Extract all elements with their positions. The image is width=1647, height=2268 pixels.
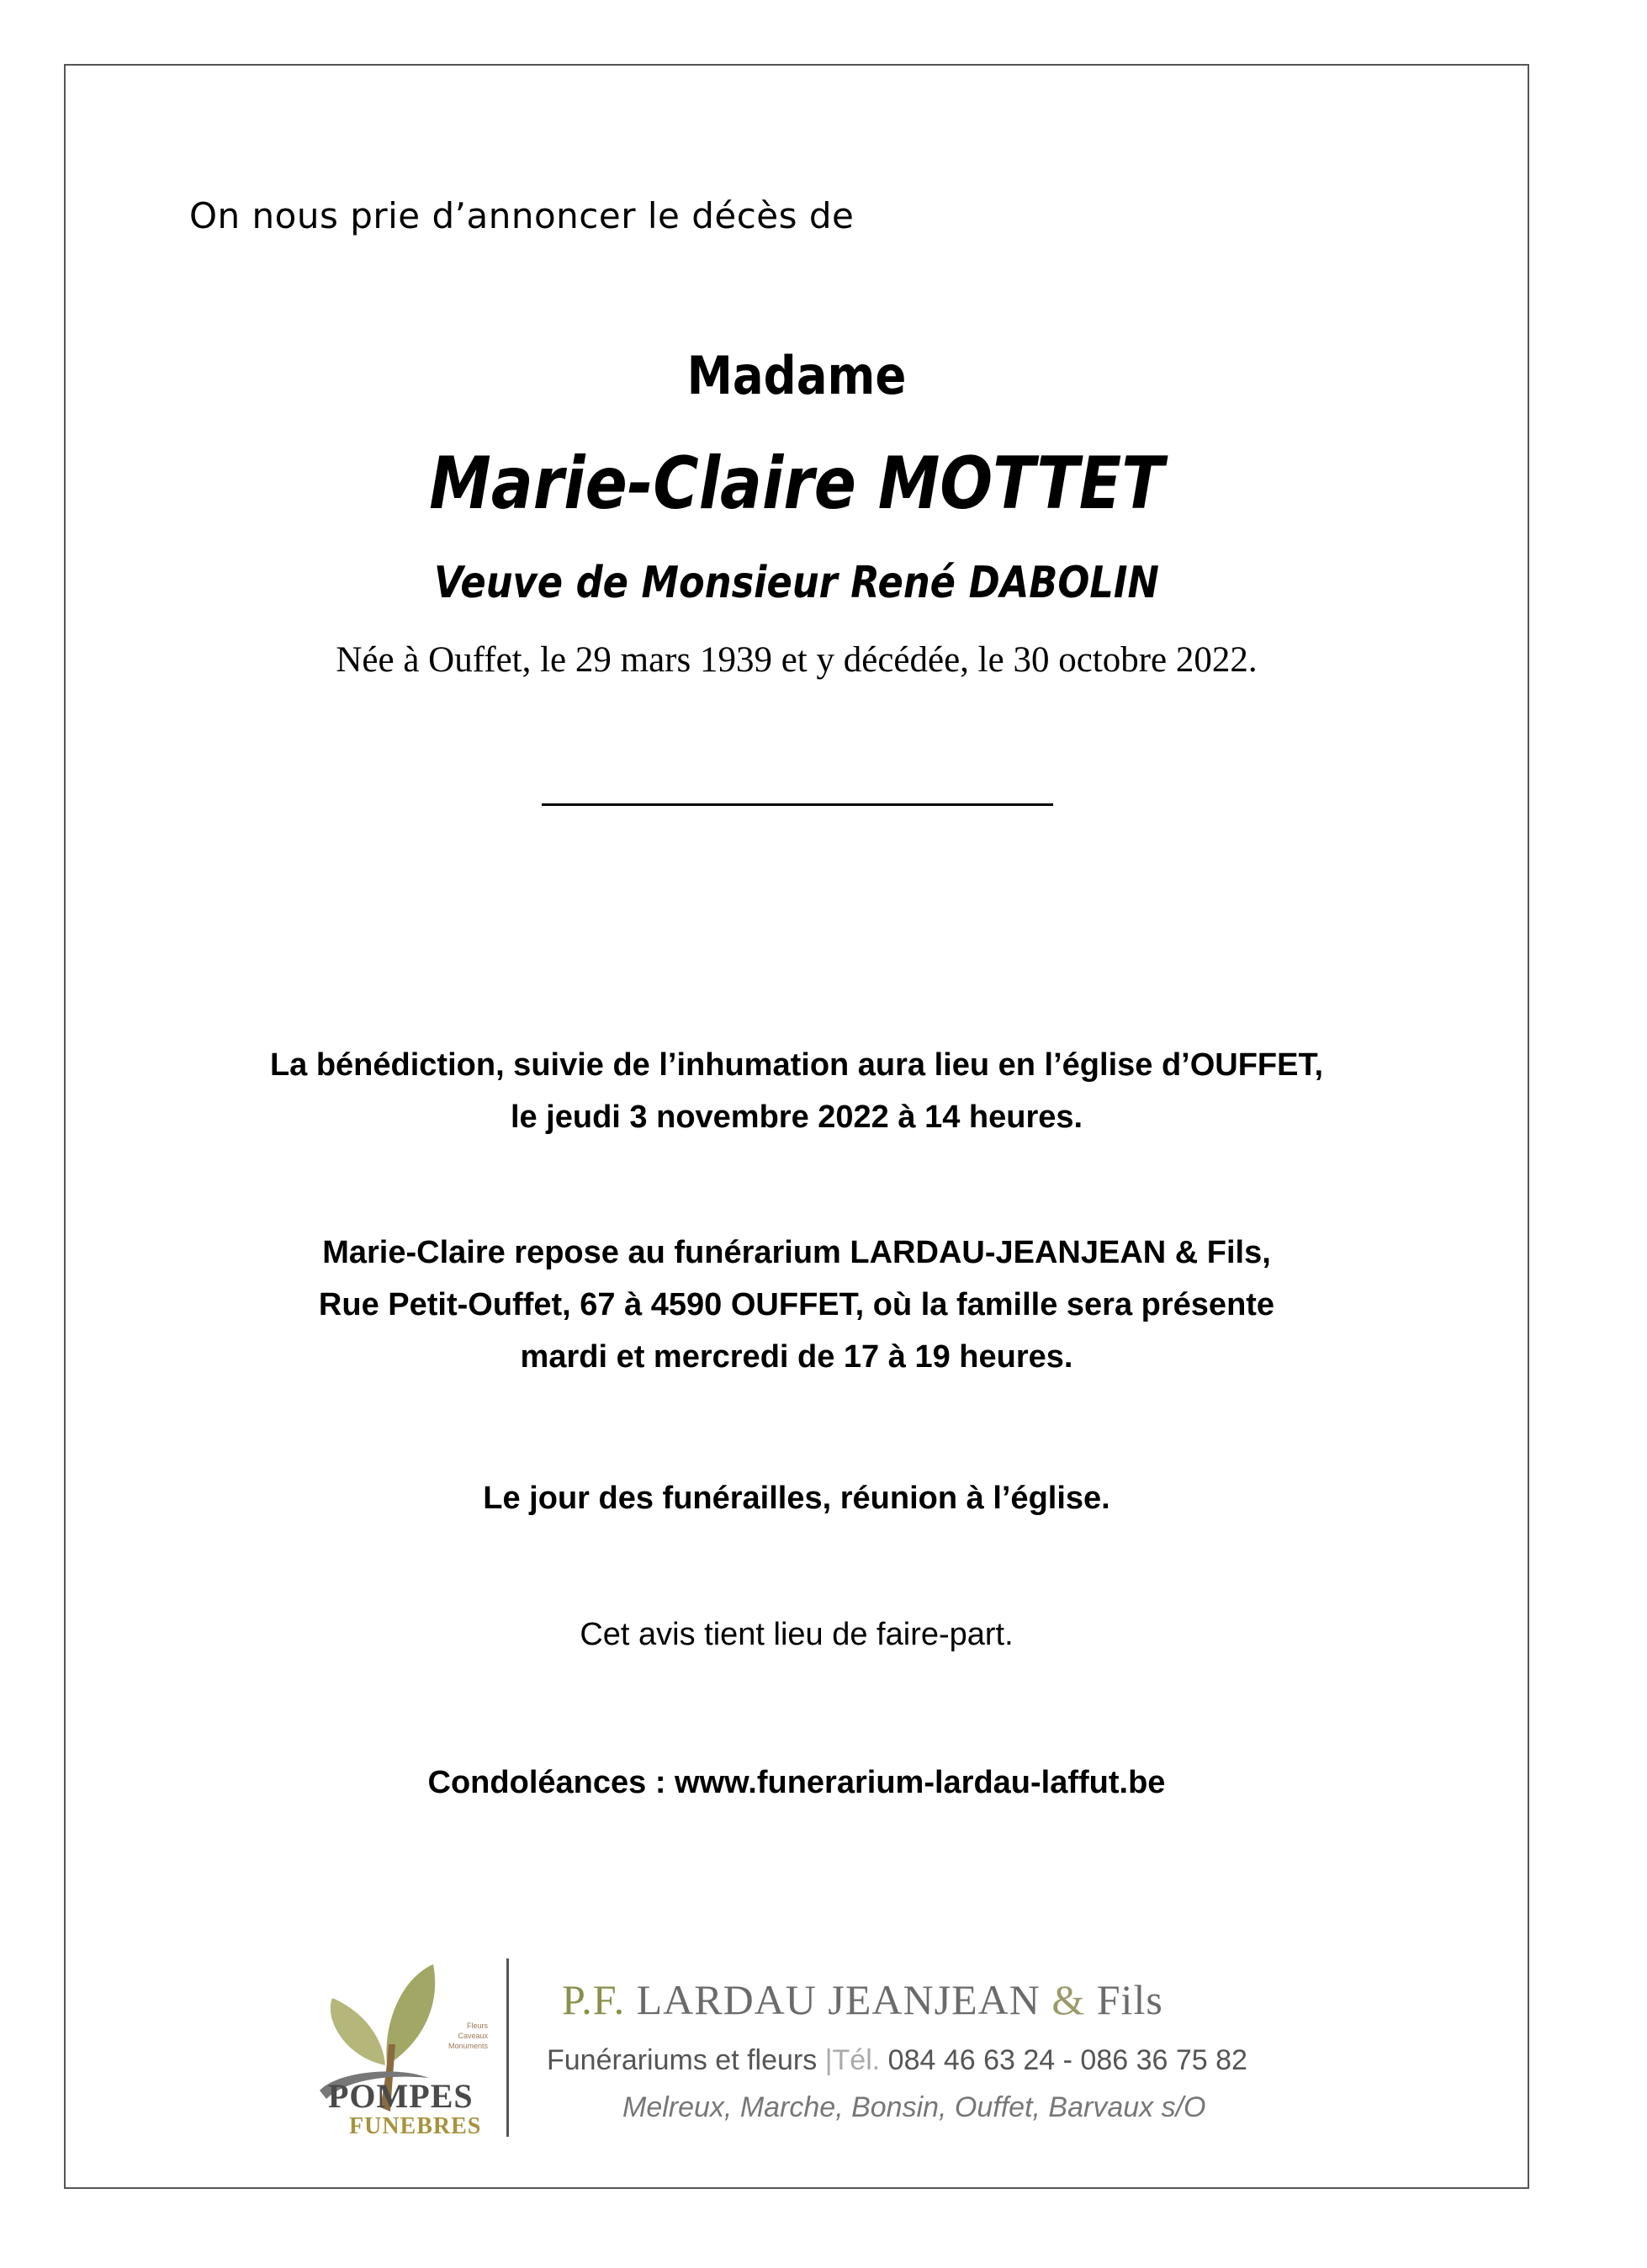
logo-services-line-2: Caveaux	[458, 2032, 488, 2040]
ceremony-paragraph	[64, 1039, 1529, 1143]
company-prefix: P.F.	[562, 1976, 626, 2023]
condolences-line: Condoléances : www.funerarium-lardau-laffut.be	[427, 1765, 1166, 1800]
repose-line-1: Marie-Claire repose au funérarium LARDAU-JEANJEAN & Fils,	[322, 1235, 1271, 1270]
intro-text: On nous prie d’annoncer le décès de	[189, 195, 855, 236]
logo-services-line-3: Monuments	[447, 2042, 488, 2050]
contact-separator: |	[824, 2044, 833, 2076]
meeting-line: Le jour des funérailles, réunion à l’église.	[483, 1481, 1110, 1516]
widow-of-line: Veuve de Monsieur René DABOLIN	[434, 558, 1159, 608]
deceased-name: Marie-Claire MOTTET	[429, 442, 1164, 526]
phone-numbers: 084 46 63 24 - 086 36 75 82	[887, 2044, 1247, 2076]
ceremony-line-1: La bénédiction, suivie de l’inhumation aura lieu en l’église d’OUFFET,	[269, 1047, 1324, 1083]
tel-label: Tél.	[832, 2044, 881, 2076]
company-ampersand: &	[1051, 1976, 1086, 2023]
company-main-name: LARDAU JEANJEAN	[636, 1976, 1041, 2023]
contact-line	[547, 2044, 1247, 2077]
logo-services-line-1: Fleurs	[466, 2022, 488, 2030]
logo-word-pompes: POMPES	[328, 2077, 474, 2115]
divider-line	[542, 803, 1053, 806]
logo-services-text	[412, 2021, 488, 2051]
birth-death-line: Née à Ouffet, le 29 mars 1939 et y décédée, le 30 octobre 2022.	[336, 640, 1258, 680]
repose-line-3: mardi et mercredi de 17 à 19 heures.	[520, 1339, 1073, 1375]
footer-vertical-divider	[506, 1958, 509, 2137]
locations-line: Melreux, Marche, Bonsin, Ouffet, Barvaux s/O	[622, 2091, 1206, 2123]
ceremony-line-2: le jeudi 3 novembre 2022 à 14 heures.	[510, 1100, 1083, 1135]
company-name	[562, 1975, 1163, 2024]
notice-line: Cet avis tient lieu de faire-part.	[580, 1617, 1014, 1652]
honorific-title: Madame	[686, 345, 907, 406]
logo-word-funebres: FUNEBRES	[349, 2113, 482, 2139]
company-suffix: Fils	[1096, 1976, 1163, 2023]
repose-paragraph	[64, 1227, 1529, 1383]
services-text: Funérariums et fleurs	[547, 2044, 818, 2076]
repose-line-2: Rue Petit-Ouffet, 67 à 4590 OUFFET, où la famille sera présente	[318, 1287, 1275, 1322]
